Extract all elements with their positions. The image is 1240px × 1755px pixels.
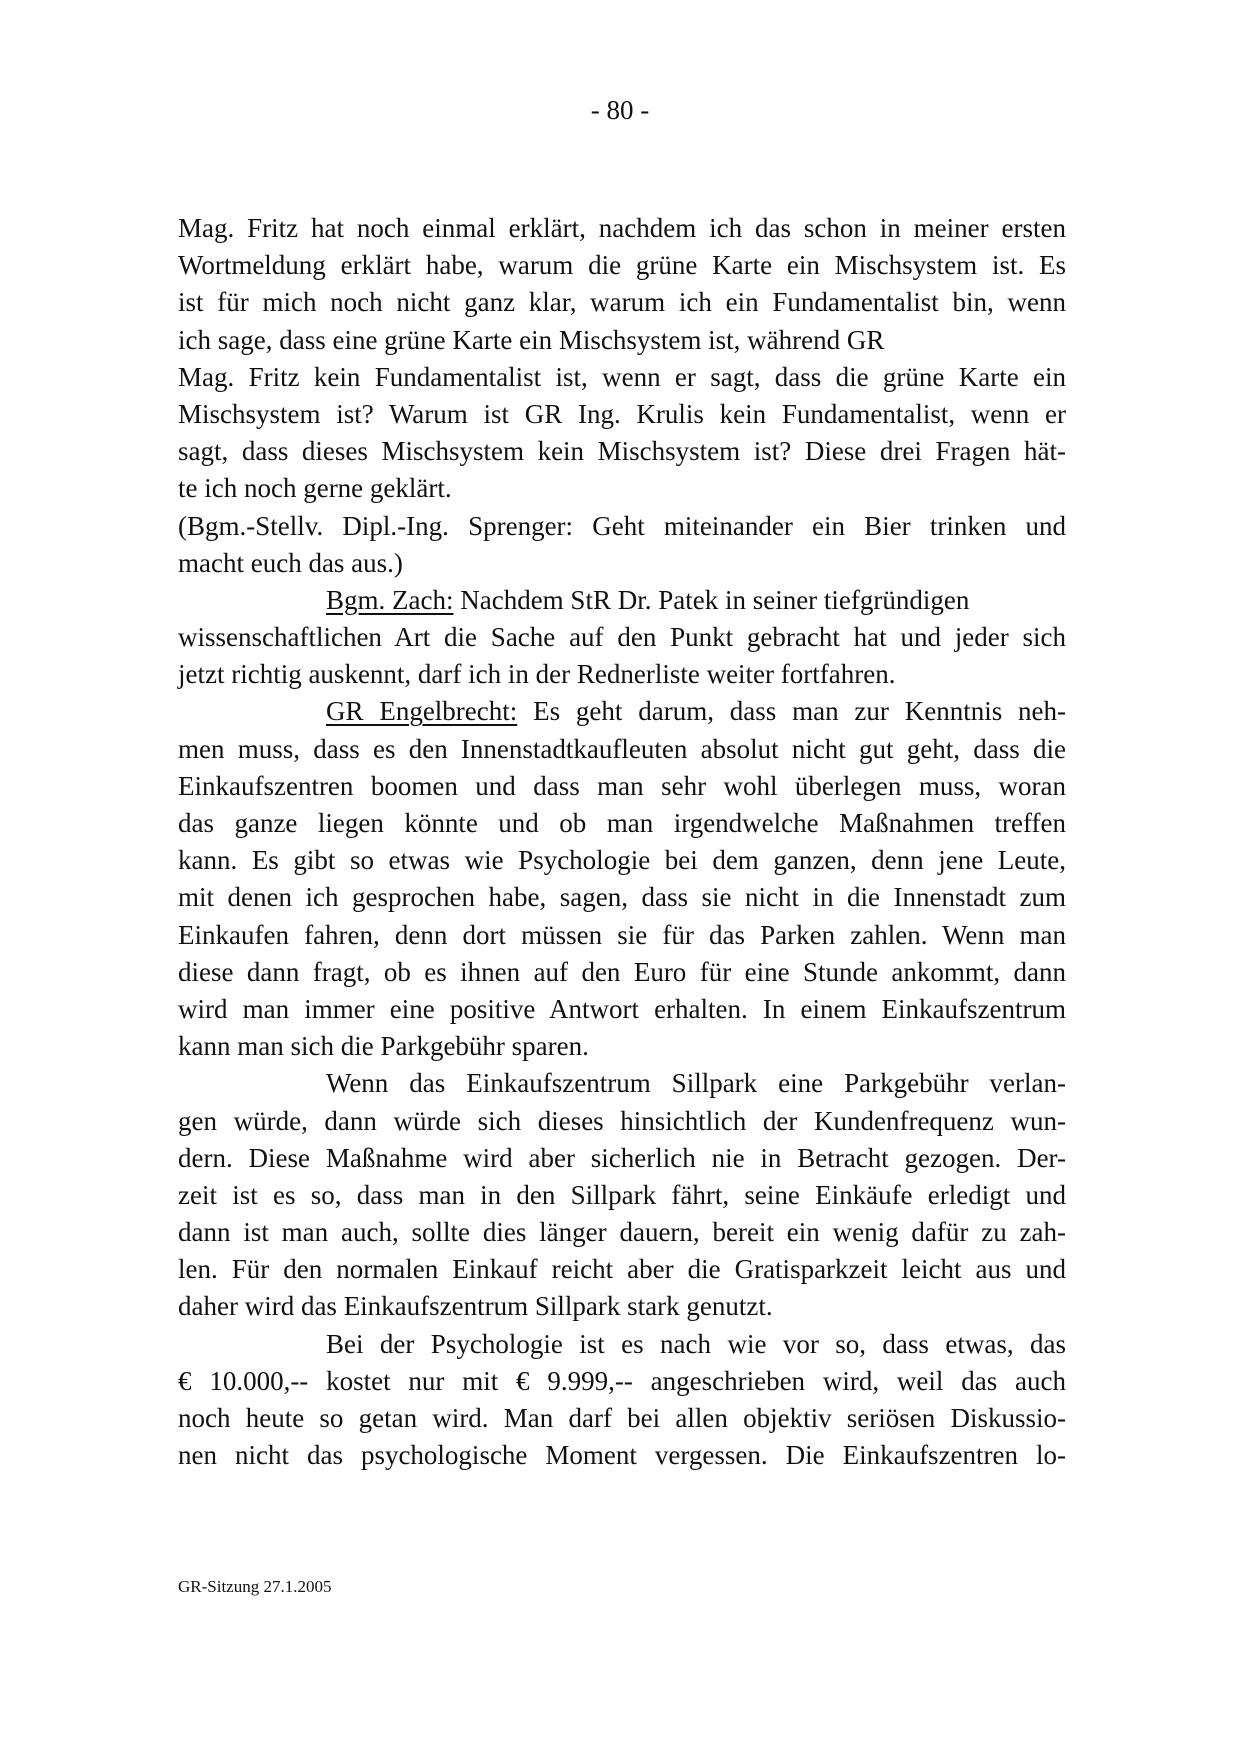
line-text: kann. Es gibt so etwas wie Psychologie bei dem ganzen, denn jene Leute, xyxy=(178,845,1066,876)
line-text: jetzt richtig auskennt, darf ich in der Rednerliste weiter fortfahren. xyxy=(178,659,896,690)
text-line xyxy=(178,842,1066,879)
speaker-name: Bgm. Zach: xyxy=(326,584,454,615)
line-text: Wenn das Einkaufszentrum Sillpark eine Parkgebühr verlan- xyxy=(326,1068,1066,1099)
text-line xyxy=(178,247,1066,284)
line-text: (Bgm.-Stellv. Dipl.-Ing. Sprenger: Geht miteinander ein Bier trinken und xyxy=(178,510,1066,541)
text-line xyxy=(178,1251,1066,1288)
text-line xyxy=(178,545,1066,582)
line-text: kann man sich die Parkgebühr sparen. xyxy=(178,1031,589,1062)
text-line xyxy=(178,1103,1066,1140)
text-line xyxy=(178,396,1066,433)
line-text: zeit ist es so, dass man in den Sillpark fährt, seine Einkäufe erledigt und xyxy=(178,1179,1066,1210)
text-line xyxy=(178,284,1066,321)
text-line xyxy=(178,1065,1066,1102)
text-line xyxy=(178,359,1066,396)
line-text: wissenschaftlichen Art die Sache auf den Punkt gebracht hat und jeder sich xyxy=(178,622,1066,653)
text-line xyxy=(178,768,1066,805)
line-text: € 10.000,-- kostet nur mit € 9.999,-- angeschrieben wird, weil das auch xyxy=(178,1365,1066,1396)
line-text: men muss, dass es den Innenstadtkaufleuten absolut nicht gut geht, dass die xyxy=(178,733,1066,764)
text-line xyxy=(178,1326,1066,1363)
line-text: diese dann fragt, ob es ihnen auf den Euro für eine Stunde ankommt, dann xyxy=(178,956,1066,987)
text-line xyxy=(178,917,1066,954)
text-line xyxy=(178,805,1066,842)
line-text: Wortmeldung erklärt habe, warum die grüne Karte ein Mischsystem ist. Es xyxy=(178,250,1066,281)
text-line xyxy=(178,991,1066,1028)
text-line xyxy=(178,1288,1066,1325)
line-text: gen würde, dann würde sich dieses hinsichtlich der Kundenfrequenz wun- xyxy=(178,1105,1066,1136)
text-line xyxy=(178,1214,1066,1251)
line-text: das ganze liegen könnte und ob man irgendwelche Maßnahmen treffen xyxy=(178,808,1066,838)
text-line xyxy=(178,954,1066,991)
line-text: daher wird das Einkaufszentrum Sillpark stark genutzt. xyxy=(178,1291,773,1322)
line-text: nen nicht das psychologische Moment vergessen. Die Einkaufszentren lo- xyxy=(178,1440,1066,1471)
line-text: dern. Diese Maßnahme wird aber sicherlich nie in Betracht gezogen. Der- xyxy=(178,1142,1066,1173)
document-body xyxy=(178,210,1066,1474)
text-line xyxy=(178,210,1066,247)
line-text: len. Für den normalen Einkauf reicht aber die Gratisparkzeit leicht aus und xyxy=(178,1254,1066,1285)
text-line xyxy=(178,1140,1066,1177)
line-text: wird man immer eine positive Antwort erhalten. In einem Einkaufszentrum xyxy=(178,993,1066,1024)
text-line xyxy=(178,1400,1066,1437)
text-line xyxy=(178,879,1066,916)
text-line xyxy=(178,1028,1066,1065)
text-line xyxy=(178,693,1066,730)
text-line xyxy=(178,470,1066,507)
line-text: macht euch das aus.) xyxy=(178,547,403,578)
line-text: Bei der Psychologie ist es nach wie vor so, dass etwas, das xyxy=(326,1328,1066,1359)
line-text: dann ist man auch, sollte dies länger dauern, bereit ein wenig dafür zu zah- xyxy=(178,1217,1066,1248)
line-text: Nachdem StR Dr. Patek in seiner tiefgründigen xyxy=(453,584,970,615)
line-text: ich sage, dass eine grüne Karte ein Mischsystem ist, während GR xyxy=(178,324,885,355)
page-number: - 80 - xyxy=(590,95,650,125)
text-line xyxy=(178,1363,1066,1400)
text-line xyxy=(178,1437,1066,1474)
line-text: Einkaufszentren boomen und dass man sehr wohl überlegen muss, woran xyxy=(178,770,1066,801)
line-text: noch heute so getan wird. Man darf bei allen objektiv seriösen Diskussio- xyxy=(178,1403,1066,1433)
text-line xyxy=(178,508,1066,545)
line-text: mit denen ich gesprochen habe, sagen, dass sie nicht in die Innenstadt zum xyxy=(178,882,1066,913)
line-text: Mischsystem ist? Warum ist GR Ing. Krulis kein Fundamentalist, wenn er xyxy=(178,398,1066,429)
line-text: Mag. Fritz hat noch einmal erklärt, nachdem ich das schon in meiner ersten xyxy=(178,213,1066,243)
line-text: ist für mich noch nicht ganz klar, warum ich ein Fundamentalist bin, wenn xyxy=(178,287,1066,318)
text-line xyxy=(178,619,1066,656)
text-line xyxy=(178,731,1066,768)
text-line xyxy=(178,433,1066,470)
text-line xyxy=(178,656,1066,693)
text-line xyxy=(178,582,1066,619)
speaker-name: GR Engelbrecht: xyxy=(326,696,518,727)
text-line xyxy=(178,322,1066,359)
line-text: sagt, dass dieses Mischsystem kein Mischsystem ist? Diese drei Fragen hät- xyxy=(178,436,1066,467)
text-line xyxy=(178,1177,1066,1214)
line-text: Mag. Fritz kein Fundamentalist ist, wenn er sagt, dass die grüne Karte ein xyxy=(178,361,1066,392)
line-text: Einkaufen fahren, denn dort müssen sie für das Parken zahlen. Wenn man xyxy=(178,919,1066,950)
line-text: te ich noch gerne geklärt. xyxy=(178,473,452,504)
page-footer: GR-Sitzung 27.1.2005 xyxy=(178,1577,332,1596)
line-text: Es geht darum, dass man zur Kenntnis neh- xyxy=(517,696,1067,727)
